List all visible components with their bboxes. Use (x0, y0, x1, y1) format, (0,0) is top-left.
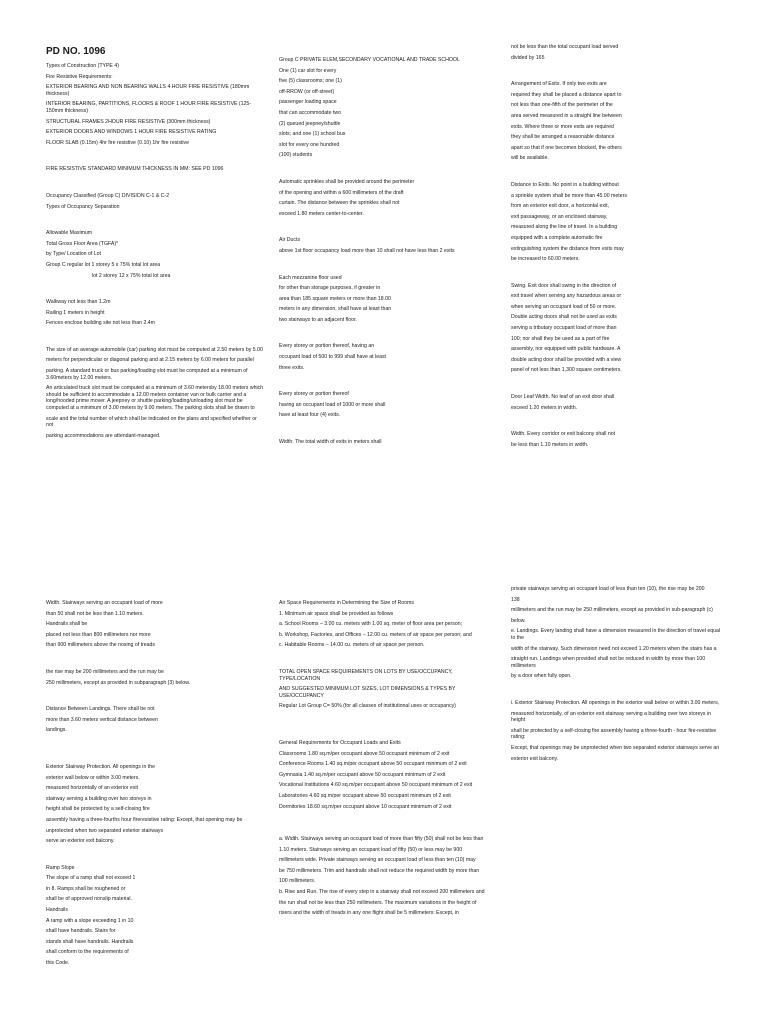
text-line: landings. (46, 727, 67, 734)
text-line: Each mezzanine floor used (279, 274, 342, 281)
text-line: than 900 millimeters above the nosing of treads (46, 642, 156, 649)
text-line: measured along the line of travel. In a building (511, 224, 618, 231)
text-line: in 8. Ramps shall be roughened or (46, 885, 126, 892)
text-line: shall conform to the requirements of (46, 949, 129, 956)
document-title: PD NO. 1096 (46, 46, 106, 57)
text-line: this Code. (46, 960, 70, 967)
text-line: lot 2 storey 12 x 75% total lot area (92, 272, 171, 279)
text-line: passenger loading space (279, 99, 337, 106)
text-line: Handrails (46, 907, 68, 914)
text-line: Conference Rooms 1.40 sq.m/per occupant above 50 occupant minimum of 2 exit (279, 761, 467, 768)
text-line: AND SUGGESTED MINIMUM LOT SIZES, LOT DIMENSIONS & TYPES BY USE/OCCUPANCY (279, 686, 456, 699)
text-line: of the opening and within a 600 millimeters of the draft (279, 189, 404, 196)
text-line: Group C PRIVATE ELEM,SECONDARY VOCATIONAL AND TRADE SCHOOL (279, 57, 460, 63)
text-line: straight run. Landings when provided shall not be reduced in width by more than 100 millimeters (511, 656, 706, 669)
text-line: be less than 1.10 meters in width. (511, 441, 589, 448)
text-line: measured horizontally, of an exterior exit stairway serving a building over two storeys in height (511, 710, 712, 724)
text-line: five (5) classrooms; one (1) (279, 78, 342, 85)
text-line: that can accommodate two (279, 109, 341, 116)
text-line: i. Exterior Stairway Protection. All openings in the exterior wall below or within 3.00 meters, (511, 699, 720, 706)
text-line: when serving an occupant load of 50 or more. (511, 303, 617, 310)
text-line: (100) students (279, 152, 313, 159)
text-line: Occupancy Classified (Group C) DIVISION C-1 & C-2 (46, 192, 170, 199)
text-line: they shall be arranged a reasonable distance (511, 134, 615, 141)
text-line: three exits. (279, 364, 305, 371)
text-line: will be available. (511, 155, 549, 162)
text-line: risers and the width of treads in any one flight shall be 5 millimeters: Except, in (279, 910, 459, 917)
text-line: Swing. Exit door shall swing in the direction of (511, 282, 617, 289)
text-line: Door Leaf Width. No leaf of an exit door shall (511, 394, 615, 401)
text-line: divided by 165 (511, 54, 545, 61)
text-line: b. Rise and Run. The rise of every step in a stairway shall not exceed 200 millimeters and (279, 889, 485, 896)
text-line: not be less than the total occupant load served (511, 44, 619, 50)
text-line: 100; nor shall they be used as a part of fire (511, 335, 610, 342)
text-line: The slope of a ramp shall not exceed 1 (46, 875, 136, 882)
text-line: curtain. The distance between the sprinkles shall not (279, 200, 400, 207)
text-line: meters for perpendicular or diagonal parking and at 2.15 meters by 6.00 meters for parallel (46, 357, 254, 364)
text-line: area served measured in a straight line between (511, 112, 622, 119)
text-line: Ramp Slope (46, 864, 75, 871)
text-line: Types of Construction (TYPE 4) (46, 63, 119, 69)
text-line: Vocational Institutions 4.60 sq.m/per occupant above 50 occupant minimum of 2 exit (279, 782, 473, 789)
text-line: Automatic sprinkles shall be provided around the perimeter (279, 178, 415, 185)
text-line: exterior exit balcony. (511, 755, 559, 762)
text-line: Exterior Stairway Protection. All openings in the (46, 763, 155, 770)
text-line: General Requirements for Occupant Loads and Exits (279, 739, 401, 746)
text-line: area than 185 square meters or more than 18.00 (279, 295, 391, 302)
text-line: having an occupant load of 1000 or more shall (279, 401, 386, 408)
text-line: width of the stairway. Such dimension need not exceed 1.20 meters when the stairs has a (511, 645, 717, 652)
text-line: below. (511, 617, 526, 624)
text-line: 1. Minimum air space shall be provided as follows (279, 610, 394, 617)
text-line: placed not less than 800 millimeters nor more (46, 631, 151, 638)
text-line: FIRE RESISTIVE STANDARD MINIMUM THICKNESS IN MM: SEE PD 1096 (46, 166, 224, 173)
text-line: Arrangement of Exits. If only two exits are (511, 81, 607, 88)
text-line: millimeters wide. Private stairways serving an occupant load of less than ten (10) may (279, 857, 476, 864)
text-line: (2) queued jeepney/shuttle (279, 120, 341, 127)
text-line: Types of Occupancy Separation (46, 203, 120, 210)
text-line: private stairways serving an occupant load of less than ten (10), the rise may be 200 (511, 586, 705, 592)
text-line: Total Gross Floor Area (TGFA)* (46, 240, 119, 247)
text-line: A ramp with a slope exceeding 1 in 10 (46, 917, 134, 924)
text-line: Walkway not less than 1.2m (46, 299, 111, 306)
text-line: Every storey or portion thereof, having an (279, 343, 375, 350)
text-line: measured horizontally of an exterior exit (46, 785, 138, 792)
text-line: EXTERIOR BEARING AND NON BEARING WALLS 4 HOUR FIRE RESISTIVE (180mm thickness) (46, 84, 250, 97)
text-line: a. Width. Stairways serving an occupant load of more than fifty (50) shall not be less than (279, 836, 484, 843)
text-line: One (1) car slot for every (279, 67, 337, 74)
text-line: exit travel when serving any hazardous areas or (511, 293, 622, 300)
text-line: Laboratories 4.60 sq.m/per occupant above 50 occupant minimum of 2 exit (279, 792, 451, 799)
text-line: from an exterior exit door, a horizontal exit, (511, 203, 610, 210)
text-line: be increased to 60.00 meters. (511, 256, 580, 263)
text-line: for other than storage purposes, if greater in (279, 285, 381, 292)
text-line: FLOOR SLAB (0.15m) 4hr fire resistive (0.10) 1hr fire resistive (46, 139, 189, 146)
text-line: serving a tributary occupant load of more than (511, 325, 617, 332)
text-line: double acting door shall be provided with a view (511, 356, 622, 363)
text-line: Width. Stairways serving an occupant load of more (46, 600, 163, 606)
text-line: equipped with a complete automatic fire (511, 234, 603, 241)
text-line: the run shall not be less than 250 millimeters. The maximum variations in the height of (279, 899, 477, 906)
text-line: slots; and one (1) school bus (279, 131, 346, 138)
text-line: TOTAL OPEN SPACE REQUIREMENTS ON LOTS BY USE/OCCUPANCY, TYPE/LOCATION (279, 668, 453, 682)
text-line: Width. The total width of exits in meters shall (279, 439, 382, 446)
text-line: STRUCTURAL FRAMES 2HOUR FIRE RESISTIVE (300mm thickness) (46, 118, 211, 125)
text-line: EXTERIOR DOORS AND WINDOWS 1 HOUR FIRE RESISTIVE RATING (46, 129, 217, 136)
text-line: Railing 1 meters in height (46, 309, 105, 316)
text-line: exceed 1.80 meters center-to-center. (279, 210, 364, 217)
text-line: Dormitories 18.60 sq.m/per occupant above 10 occupant minimum of 2 exit (279, 803, 452, 810)
column-4 (46, 600, 264, 967)
text-line: 100 millimeters. (279, 878, 316, 885)
text-line: 1.10 meters. Stairways serving an occupant load of fifty (50) or less may be 900 (279, 846, 463, 853)
text-line: assembly having a three-fourths hour fireresistive rating: Except, that opening may be (46, 816, 243, 823)
text-line: Distance to Exits. No point in a building without (511, 181, 619, 188)
text-line: scale and the total number of which shall be indicated on the plans and specified whether or not (46, 415, 257, 429)
text-line: by a door when fully open. (511, 673, 572, 680)
text-line: height shall be protected by a self-closing fire (46, 806, 150, 813)
text-line: parking accommodations are attendant-managed. (46, 432, 161, 439)
text-line: extinguishing system the distance from exits may (511, 245, 624, 252)
text-line: Classrooms 1.80 sq.m/per occupant above 50 occupant minimum of 2 exit (279, 750, 450, 757)
text-line: stairway serving a building over two storeys in (46, 795, 152, 802)
page-number: 138 (511, 596, 520, 603)
text-line: by Type/ Location of Lot (46, 251, 101, 258)
text-line: exits. Where three or more exits are required (511, 123, 614, 130)
text-line: panel of not less than 1,300 square centimeters. (511, 367, 622, 374)
text-line: unprotected when two separated exterior stairways (46, 827, 164, 834)
text-line: a. School Rooms – 3.00 cu. meters with 1.00 sq. meter of floor area per person; (279, 621, 463, 628)
text-line: e. Landings. Every landing shall have a dimension measured in the direction of travel equal to the (511, 628, 721, 641)
text-line: required they shall be placed a distance apart to (511, 91, 622, 98)
text-line: Gymnasia 1.40 sq.m/per occupant above 50 occupant minimum of 2 exit (279, 771, 446, 778)
text-line: have at least four (4) exits. (279, 412, 341, 419)
text-line: assembly, nor equipped with public hardware. A (511, 346, 621, 353)
text-line: two stairways to an adjacent floor. (279, 316, 357, 323)
text-line: stands shall have handrails. Handrails (46, 938, 134, 945)
text-line: occupant load of 500 to 999 shall have at least (279, 354, 386, 361)
text-line: off-RROW (or off-street) (279, 88, 335, 95)
column-1 (46, 46, 264, 439)
text-line: c. Habitable Rooms – 14.00 cu. meters of air space per person. (279, 642, 425, 649)
column-5 (279, 600, 493, 917)
text-line: meters in any dimension, shall have at least than (279, 306, 392, 313)
text-line: apart so that if one becomes blocked, the others (511, 144, 622, 151)
text-line: Double acting doors shall not be used as exits (511, 314, 617, 321)
text-line: serve an exterior exit balcony. (46, 838, 115, 845)
text-line: exceed 1.20 meters in width. (511, 404, 578, 411)
text-line: above 1st floor occupancy load more than 10 shall not have less than 2 exits (279, 247, 455, 254)
text-line: shall be protected by a self-closing fire assembly having a three-fourth - hour fire-resistive rating: (511, 727, 717, 741)
text-line: exterior wall below or within 3.00 meters, (46, 774, 140, 781)
text-line: Distance Between Landings. There shall be not (46, 706, 155, 713)
column-2 (279, 57, 493, 446)
text-line: Group C regular lot 1 storey 5 x 75% total lot area (46, 261, 161, 268)
text-line: Except, that openings may be unprotected when two separated exterior stairways serve an (511, 744, 720, 751)
text-line: shall be of approved nonslip material. (46, 896, 132, 903)
text-line: slot for every one hundred (279, 141, 340, 148)
text-line: than 50 shall not be less than 1.10 meters. (46, 610, 144, 617)
text-line: Every storey or portion thereof (279, 391, 349, 398)
text-line: shall have handrails. Stairs for (46, 928, 116, 935)
text-line: the rise may be 200 millimeters and the run may be (46, 668, 164, 675)
text-line: Allowable Maximum (46, 230, 93, 237)
text-line: millimeters and the run may be 250 millimeters, except as provided in sub-paragraph (c) (511, 607, 713, 614)
text-line: exit passageway, or an enclosed stairway, (511, 213, 608, 220)
text-line: Fences enclose building site not less than 2.4m (46, 320, 156, 327)
text-line: 250 millimeters, except as provided in subparagraph (3) below. (46, 679, 191, 686)
text-line: Fire Resistive Requirements: (46, 73, 113, 80)
text-line: Air Ducts (279, 237, 301, 244)
text-line: be 750 millimeters. Trim and handrails shall not reduce the required width by more than (279, 867, 480, 874)
text-line: An articulated truck slot must be computed at a minimum of 3.60 metersby 18.00 meters which should be sufficient to accommodate a 12.00 meters container van or bulk carrier and a long/hooded prime mover. A jeepney or shuttle parking/loading/unloading slot must be computed at a minimum of 3.00 meters by 9.00 meters. The parking slots shall be drawn to (46, 385, 264, 412)
text-line: The size of an average automobile (car) parking slot must be computed at 2.50 meters by 5.00 (46, 346, 263, 353)
text-line: more than 3.60 meters vertical distance between (46, 716, 158, 723)
column-6 (511, 586, 725, 762)
text-line: b. Workshop, Factories, and Offices – 12.00 cu. meters of air space per person; and (279, 631, 472, 638)
column-3 (511, 44, 725, 448)
text-line: Handrails shall be (46, 621, 88, 628)
text-line: Regular Lot Group C= 50% (for all classes of institutional uses or occupancy) (279, 703, 456, 710)
text-line: INTERIOR BEARING, PARTITIONS, FLOORS & ROOF 1 HOUR FIRE RESISTIVE (125-150mm thickness) (46, 101, 252, 114)
text-line: Air Space Requirements in Determining the Size of Rooms (279, 600, 414, 606)
text-line: Width. Every corridor or exit balcony shall not (511, 431, 616, 438)
text-line: not less than one-fifth of the perimeter of the (511, 102, 613, 109)
text-line: a sprinkle system shall be more than 45.00 meters (511, 192, 627, 199)
text-line: parking. A standard truck or bus parking/loading slot must be computed at a minimum of 3.60meters by 12.00 meters. (46, 368, 248, 381)
